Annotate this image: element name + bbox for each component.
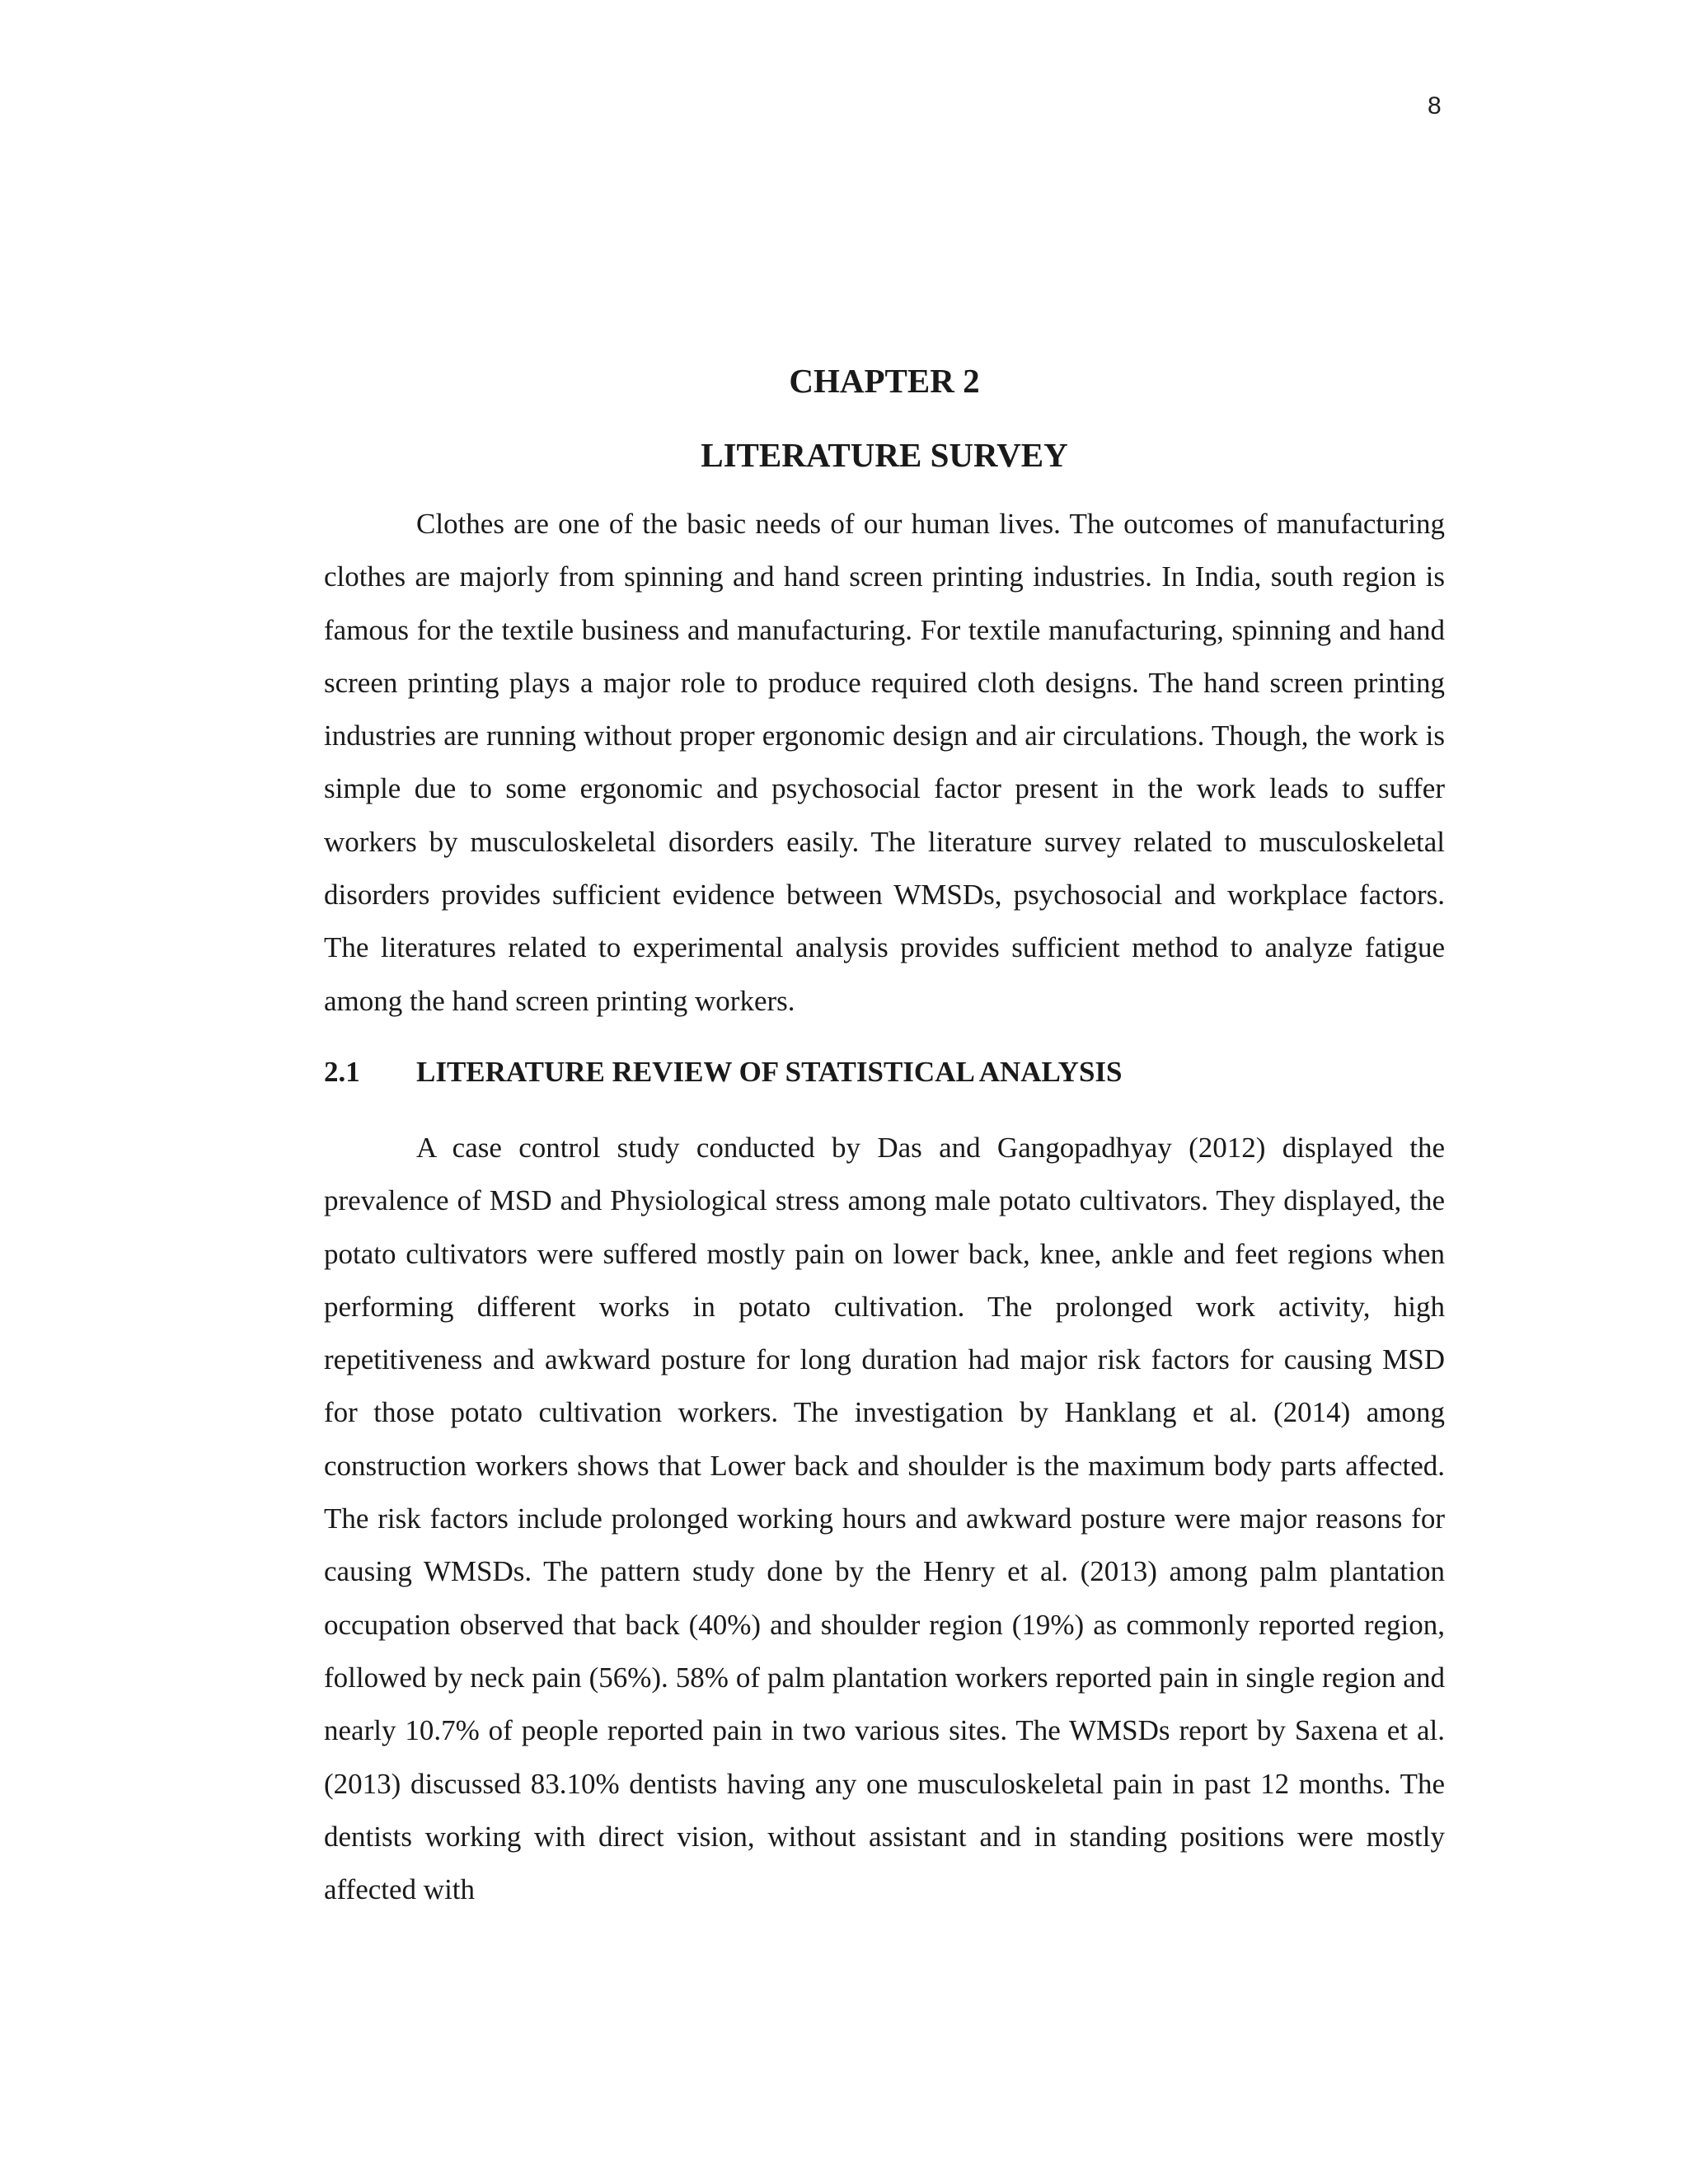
page-content (324, 356, 1445, 1916)
section-number: 2.1 (324, 1055, 360, 1088)
intro-paragraph: Clothes are one of the basic needs of our human lives. The outcomes of manufacturing clothes are majorly from spinning and hand screen printing industries. In India, south region is famous for the textile business and manufacturing. For textile manufacturing, spinning and hand screen printing plays a major role to produce required cloth designs. The hand screen printing industries are running without proper ergonomic design and air circulations. Though, the work is simple due to some ergonomic and psychosocial factor present in the work leads to suffer workers by musculoskeletal disorders easily. The literature survey related to musculoskeletal disorders provides sufficient evidence between WMSDs, psychosocial and workplace factors. The literatures related to experimental analysis provides sufficient method to analyze fatigue among the hand screen printing workers. (324, 508, 1445, 1017)
section-paragraph: A case control study conducted by Das and Gangopadhyay (2012) displayed the prevalence of MSD and Physiological stress among male potato cultivators. They displayed, the potato cultivators were suffered mostly pain on lower back, knee, ankle and feet regions when performing different works in potato cultivation. The prolonged work activity, high repetitiveness and awkward posture for long duration had major risk factors for causing MSD for those potato cultivation workers. The investigation by Hanklang et al. (2014) among construction workers shows that Lower back and shoulder is the maximum body parts affected. The risk factors include prolonged working hours and awkward posture were major reasons for causing WMSDs. The pattern study done by the Henry et al. (2013) among palm plantation occupation observed that back (40%) and shoulder region (19%) as commonly reported region, followed by neck pain (56%). 58% of palm plantation workers reported pain in single region and nearly 10.7% of people reported pain in two various sites. The WMSDs report by Saxena et al. (2013) discussed 83.10% dentists having any one musculoskeletal pain in past 12 months. The dentists working with direct vision, without assistant and in standing positions were mostly affected with (324, 1131, 1445, 1906)
section-heading (324, 1046, 1445, 1099)
section-title: LITERATURE REVIEW OF STATISTICAL ANALYSIS (416, 1055, 1123, 1088)
chapter-title: LITERATURE SURVEY (701, 436, 1068, 474)
chapter-heading: CHAPTER 2 (789, 362, 980, 400)
page-number: 8 (1428, 92, 1442, 120)
